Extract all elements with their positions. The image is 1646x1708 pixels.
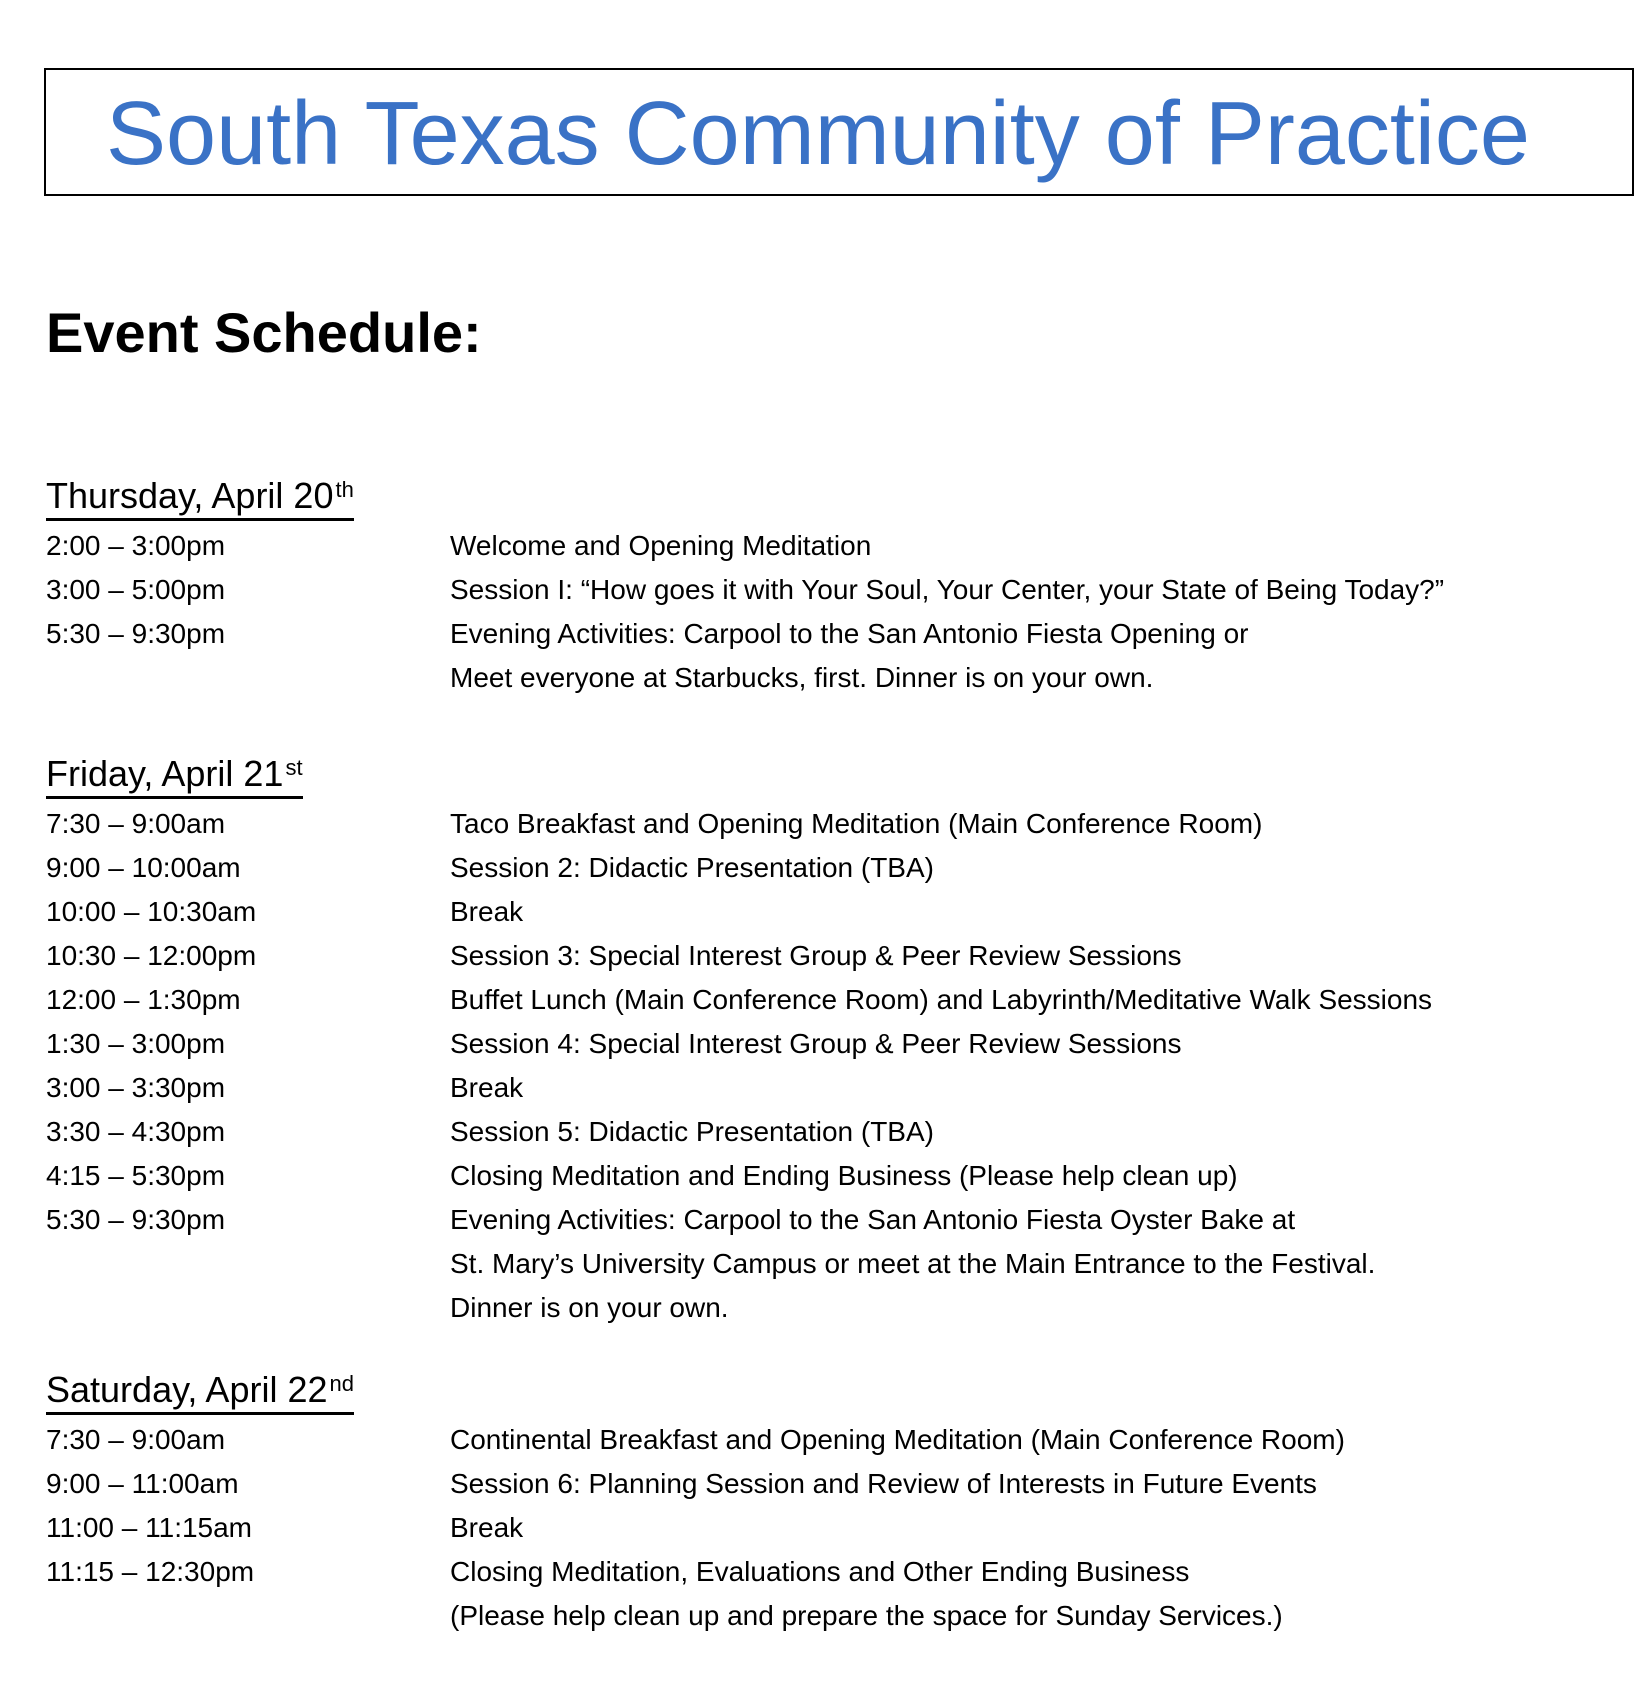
event-schedule-heading: Event Schedule: bbox=[46, 301, 482, 364]
day-label: Thursday, April 20 bbox=[46, 475, 334, 516]
schedule-time: 7:30 – 9:00am bbox=[46, 808, 226, 839]
schedule-description: Session I: “How goes it with Your Soul, Your Center, your State of Being Today?” bbox=[450, 574, 1445, 605]
schedule-description: Evening Activities: Carpool to the San Antonio Fiesta Opening or bbox=[450, 618, 1249, 649]
schedule-time: 11:15 – 12:30pm bbox=[46, 1556, 255, 1587]
schedule-description-continued: (Please help clean up and prepare the space for Sunday Services.) bbox=[450, 1600, 1283, 1631]
schedule-time: 12:00 – 1:30pm bbox=[46, 984, 241, 1015]
schedule-description: Closing Meditation, Evaluations and Other Ending Business bbox=[450, 1556, 1190, 1587]
schedule-description: Break bbox=[450, 896, 524, 927]
schedule-time: 5:30 – 9:30pm bbox=[46, 1204, 226, 1235]
schedule-time: 9:00 – 11:00am bbox=[46, 1468, 239, 1499]
day-suffix: st bbox=[285, 755, 303, 780]
schedule-description: Break bbox=[450, 1512, 524, 1543]
schedule-time: 3:00 – 3:30pm bbox=[46, 1072, 226, 1103]
schedule-description-continued: St. Mary’s University Campus or meet at the Main Entrance to the Festival. bbox=[450, 1248, 1376, 1279]
schedule-description-continued: Meet everyone at Starbucks, first. Dinner is on your own. bbox=[450, 662, 1154, 693]
schedule-time: 11:00 – 11:15am bbox=[46, 1512, 253, 1543]
document-title: South Texas Community of Practice bbox=[106, 84, 1530, 184]
day-label: Saturday, April 22 bbox=[46, 1369, 328, 1410]
schedule-description: Session 3: Special Interest Group & Peer Review Sessions bbox=[450, 940, 1182, 971]
schedule-time: 10:00 – 10:30am bbox=[46, 896, 257, 927]
schedule-time: 10:30 – 12:00pm bbox=[46, 940, 257, 971]
schedule-time: 4:15 – 5:30pm bbox=[46, 1160, 226, 1191]
schedule-time: 7:30 – 9:00am bbox=[46, 1424, 226, 1455]
schedule-time: 2:00 – 3:00pm bbox=[46, 530, 226, 561]
schedule-description: Taco Breakfast and Opening Meditation (Main Conference Room) bbox=[450, 808, 1263, 839]
day-heading-saturday bbox=[46, 1368, 354, 1415]
schedule-description: Evening Activities: Carpool to the San Antonio Fiesta Oyster Bake at bbox=[450, 1204, 1296, 1235]
day-heading-thursday bbox=[46, 474, 354, 521]
schedule-time: 1:30 – 3:00pm bbox=[46, 1028, 226, 1059]
schedule-description: Session 5: Didactic Presentation (TBA) bbox=[450, 1116, 934, 1147]
title-box bbox=[44, 68, 1634, 196]
schedule-description-continued: Dinner is on your own. bbox=[450, 1292, 729, 1323]
schedule-description: Session 4: Special Interest Group & Peer Review Sessions bbox=[450, 1028, 1182, 1059]
schedule-description: Break bbox=[450, 1072, 524, 1103]
schedule-time: 9:00 – 10:00am bbox=[46, 852, 241, 883]
day-label: Friday, April 21 bbox=[46, 753, 284, 794]
schedule-description: Closing Meditation and Ending Business (Please help clean up) bbox=[450, 1160, 1238, 1191]
day-suffix: th bbox=[335, 477, 354, 502]
day-suffix: nd bbox=[329, 1371, 354, 1396]
schedule-description: Session 6: Planning Session and Review of Interests in Future Events bbox=[450, 1468, 1317, 1499]
schedule-description: Buffet Lunch (Main Conference Room) and Labyrinth/Meditative Walk Sessions bbox=[450, 984, 1433, 1015]
schedule-description: Session 2: Didactic Presentation (TBA) bbox=[450, 852, 934, 883]
schedule-description: Welcome and Opening Meditation bbox=[450, 530, 872, 561]
day-heading-friday bbox=[46, 752, 303, 799]
schedule-time: 3:30 – 4:30pm bbox=[46, 1116, 226, 1147]
schedule-description: Continental Breakfast and Opening Meditation (Main Conference Room) bbox=[450, 1424, 1345, 1455]
schedule-time: 5:30 – 9:30pm bbox=[46, 618, 226, 649]
schedule-time: 3:00 – 5:00pm bbox=[46, 574, 226, 605]
